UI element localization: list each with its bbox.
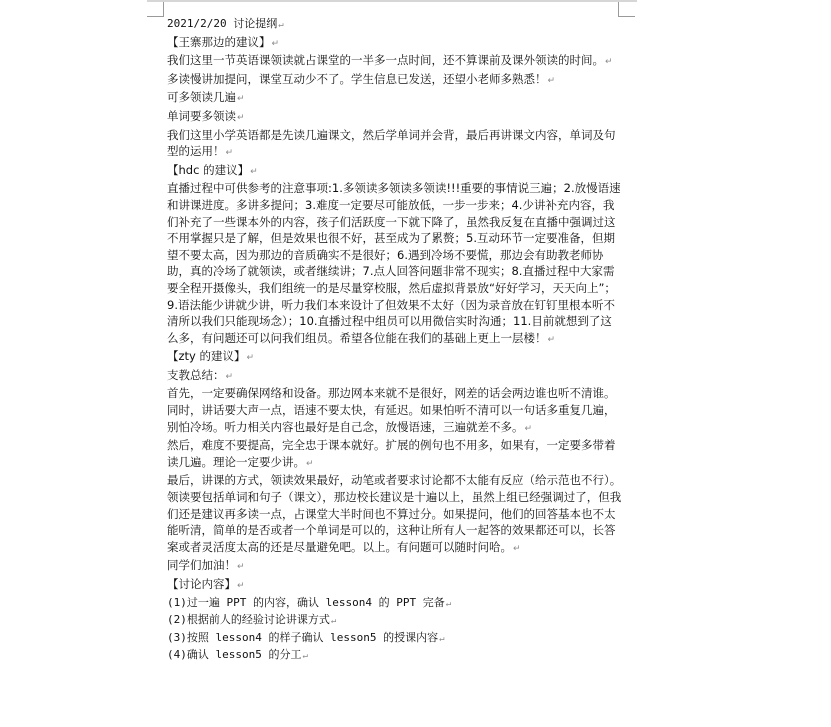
paragraph-mark-icon: ↵ xyxy=(237,94,245,105)
paragraph-mark-icon: ↵ xyxy=(271,38,280,49)
paragraph-mark-icon: ↵ xyxy=(547,75,556,86)
paragraph-mark-icon: ↵ xyxy=(330,616,337,627)
paragraph-mark-icon: ↵ xyxy=(302,651,308,662)
paragraph-mark-icon: ↵ xyxy=(237,581,245,591)
list-item: (4)确认 lesson5 的分工↵ xyxy=(167,648,308,662)
paragraph-mark-icon: ↵ xyxy=(278,20,284,30)
doc-title: 2021/2/20 讨论提纲↵ xyxy=(167,17,284,30)
paragraph: 我们这里小学英语都是先读几遍课文，然后学单词并会背，最后再讲课文内容，单词及句型的运用！↵ xyxy=(167,127,616,159)
paragraph-mark-icon: ↵ xyxy=(225,371,234,382)
paragraph-mark-icon: ↵ xyxy=(246,353,255,364)
paragraph: 我们这里一节英语课领读就占课堂的一半多一点时间，还不算课前及课外领读的时间。↵ xyxy=(167,53,613,68)
paragraph: 直播过程中可供参考的注意事项:1.多领读多领读多领读!!!重要的事情说三遍；2.放慢语速和讲课进度。多讲多提问；3.难度一定要尽可能放低，一步一步来；4.少讲补充内容，我们补充了一些课本外的内容，孩子们活跃度一下就下降了，虽然我反复在直播中强调过这不用掌握只是了解，但是效果也很不好，甚至成为了累赘；5.互动环节一定要准备，但期望不要太高，因为那边的音质确实不是很好；6.遇到冷场不要慌，那边会有助教老师协助，真的冷场了就领读，或者继续讲；7.点人回答问题非常不现实；8.直播过程中大家需要全程开摄像头，我们组统一的是尽量穿校服，然后虚拟背景放“好好学习，天天向上”；9.语法能少讲就少讲，听力我们本来设计了但效果不太好（因为录音放在钉钉里根本听不清所以我们只能现场念）；10.直播过程中组员可以用微信实时沟通；11.目前就想到了这么多，有问题还可以问我们组员。希望各位能在我们的基础上更上一层楼！↵ xyxy=(167,181,621,345)
paragraph-mark-icon: ↵ xyxy=(225,148,234,159)
list-item: (1)过一遍 PPT 的内容，确认 lesson4 的 PPT 完备↵ xyxy=(167,595,452,609)
paragraph: 支教总结：↵ xyxy=(167,367,234,382)
paragraph: 可多领读几遍↵ xyxy=(167,90,245,105)
paragraph-mark-icon: ↵ xyxy=(237,562,245,573)
page-top-edge xyxy=(147,0,637,2)
margin-corner-mark-right xyxy=(618,2,635,17)
paragraph-mark-icon: ↵ xyxy=(445,598,452,609)
paragraph-mark-icon: ↵ xyxy=(547,334,556,345)
paragraph: 多读慢讲加提问，课堂互动少不了。学生信息已发送，还望小老师多熟悉！↵ xyxy=(167,71,556,86)
document-body[interactable] xyxy=(167,16,622,665)
paragraph-mark-icon: ↵ xyxy=(250,166,258,177)
list-item: (2)根据前人的经验讨论讲课方式↵ xyxy=(167,613,337,627)
paragraph-mark-icon: ↵ xyxy=(237,112,245,123)
paragraph-mark-icon: ↵ xyxy=(605,57,613,68)
paragraph: 单词要多领读↵ xyxy=(167,108,245,123)
section-heading: 【王寨那边的建议】↵ xyxy=(167,34,280,49)
paragraph: 最后，讲课的方式，领读效果最好，动笔或者要求讨论都不太能有反应（给示范也不行）。领读要包括单词和句子（课文），那边校长建议是十遍以上，虽然上组已经强调过了，但我们还是建议再多读一点，占课堂大半时间也不算过分。如果提问，他们的回答基本也不太能听清，简单的是否或者一个单词是可以的，这种让所有人一起答的效果都还可以，长答案或者灵活度太高的还是尽量避免吧。以上。有问题可以随时问哈。↵ xyxy=(167,473,622,554)
section-heading: 【zty 的建议】↵ xyxy=(167,349,255,364)
section-heading: 【讨论内容】↵ xyxy=(167,577,245,591)
paragraph: 然后，难度不要提高，完全忠于课本就好。扩展的例句也不用多，如果有，一定要多带着读几遍。理论一定要少讲。↵ xyxy=(167,438,616,469)
paragraph: 同学们加油！↵ xyxy=(167,558,245,573)
list-item: (3)按照 lesson4 的样子确认 lesson5 的授课内容↵ xyxy=(167,630,445,644)
margin-corner-mark-left xyxy=(147,2,164,17)
paragraph-mark-icon: ↵ xyxy=(524,423,533,434)
paragraph: 首先，一定要确保网络和设备。那边网本来就不是很好，网差的话会两边谁也听不清谁。同时，讲话要大声一点，语速不要太快，有延迟。如果怕听不清可以一句话多重复几遍，别怕冷场。听力相关内容也最好是自己念，放慢语速，三遍就差不多。↵ xyxy=(167,386,616,434)
section-heading: 【hdc 的建议】↵ xyxy=(167,162,258,177)
paragraph-mark-icon: ↵ xyxy=(439,633,445,644)
paragraph-mark-icon: ↵ xyxy=(513,543,521,554)
paragraph-mark-icon: ↵ xyxy=(306,458,314,469)
